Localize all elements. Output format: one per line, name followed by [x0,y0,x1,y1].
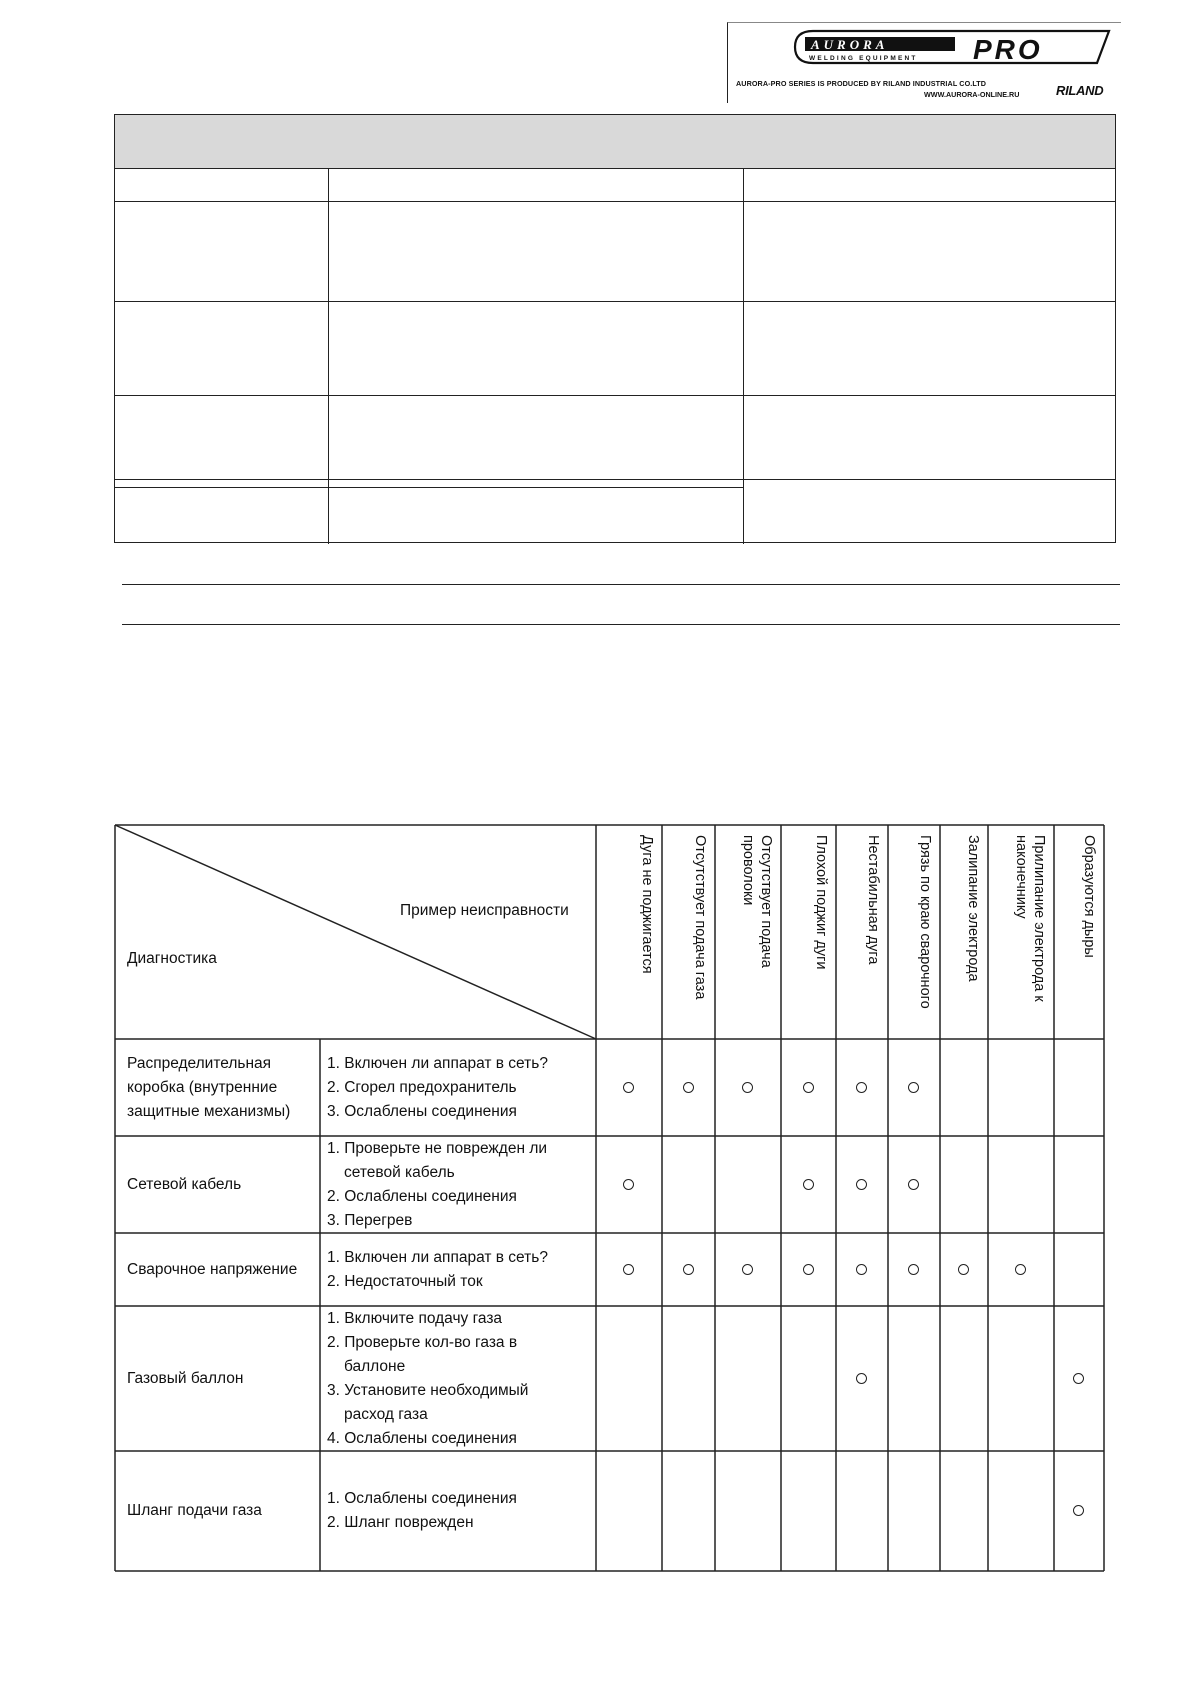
diagnostic-checks [327,1137,589,1233]
fault-mark-icon [623,1264,634,1275]
diagnostic-checks [327,1307,589,1451]
fault-column-header: Грязь по краю сварочного [917,835,933,1009]
fault-column-header: Залипание электрода [965,835,981,982]
check-item: 1. Включите подачу газа [327,1309,503,1327]
upper-table-header-band [115,115,1115,169]
diagnostic-checks [327,1052,589,1124]
fault-column-header: Дуга не поджигается [639,835,655,974]
fault-mark-icon [908,1179,919,1190]
horizontal-rule [122,584,1120,585]
diagnostic-component: Сетевой кабель [127,1175,242,1193]
fault-column-header: Отсутствует подача газа [692,835,708,1000]
logo-pro-text: PRO [973,34,1043,65]
fault-mark-icon [856,1373,867,1384]
fault-mark-icon [856,1264,867,1275]
fault-mark-icon [742,1264,753,1275]
check-item: 4. Ослаблены соединения [327,1429,517,1447]
check-item: 1. Включен ли аппарат в сеть? [327,1248,548,1266]
check-item: 1. Проверьте не поврежден ли [327,1139,548,1157]
check-item: расход газа [344,1405,428,1423]
check-item: 3. Перегрев [327,1211,413,1229]
upper-table-divider [115,201,1115,202]
check-item: 1. Ослаблены соединения [327,1490,517,1507]
upper-table-divider [115,487,743,488]
fault-mark-icon [856,1179,867,1190]
fault-mark-icon [683,1082,694,1093]
logo-subtitle: WELDING EQUIPMENT [809,55,918,62]
fault-column-header: Прилипание электрода к наконечнику [1013,835,1047,1002]
diagnostic-component: Сварочное напряжение [127,1260,298,1278]
upper-table-divider [114,479,1116,480]
upper-table-divider [115,301,1115,302]
fault-column-header: Образуются дыры [1081,835,1097,958]
check-item: 3. Ослаблены соединения [327,1102,517,1120]
upper-table-col-divider [743,169,744,544]
fault-column-header: Отсутствует подача проволоки [740,835,774,968]
check-item: 2. Ослаблены соединения [327,1187,517,1205]
corner-top-label: Пример неисправности [400,902,569,919]
check-item: 2. Недостаточный ток [327,1272,483,1290]
diagnostic-checks [327,1246,589,1294]
riland-brand: RILAND [1056,83,1104,98]
header-logo-block [727,22,1121,103]
check-item: сетевой кабель [344,1163,455,1181]
diagnostic-table [115,825,1104,1571]
diagnostic-component: Распределительная коробка (внутренние защитные механизмы) [127,1054,291,1120]
fault-mark-icon [1073,1505,1084,1516]
fault-mark-icon [1015,1264,1026,1275]
fault-mark-icon [908,1082,919,1093]
grid-line [115,825,596,1039]
upper-table-divider [115,395,1115,396]
fault-mark-icon [803,1179,814,1190]
fault-mark-icon [908,1264,919,1275]
fault-column-header: Нестабильная дуга [865,835,881,965]
fault-mark-icon [1073,1373,1084,1384]
aurora-pro-logo [791,27,1114,67]
diagnostic-component: Газовый баллон [127,1369,244,1387]
diagnostic-checks [327,1487,589,1535]
fault-mark-icon [803,1082,814,1093]
website-url: WWW.AURORA-ONLINE.RU [924,90,1020,99]
fault-mark-icon [742,1082,753,1093]
fault-mark-icon [623,1179,634,1190]
check-item: 2. Шланг поврежден [327,1514,474,1531]
corner-bottom-label: Диагностика [127,950,217,967]
diagnostic-component: Шланг подачи газа [127,1502,262,1519]
logo-aurora-text: AURORA [811,37,889,52]
check-item: баллоне [344,1357,406,1375]
fault-column-header: Плохой поджиг дуги [813,835,829,970]
producer-line: AURORA-PRO SERIES IS PRODUCED BY RILAND INDUSTRIAL CO.LTD [736,79,987,88]
check-item: 3. Установите необходимый [327,1381,529,1399]
check-item: 2. Сгорел предохранитель [327,1078,517,1096]
upper-table-col-divider [328,169,329,544]
fault-mark-icon [623,1082,634,1093]
check-item: 2. Проверьте кол-во газа в [327,1333,518,1351]
horizontal-rule [122,624,1120,625]
fault-mark-icon [803,1264,814,1275]
fault-mark-icon [683,1264,694,1275]
fault-mark-icon [958,1264,969,1275]
fault-mark-icon [856,1082,867,1093]
check-item: 1. Включен ли аппарат в сеть? [327,1054,548,1072]
